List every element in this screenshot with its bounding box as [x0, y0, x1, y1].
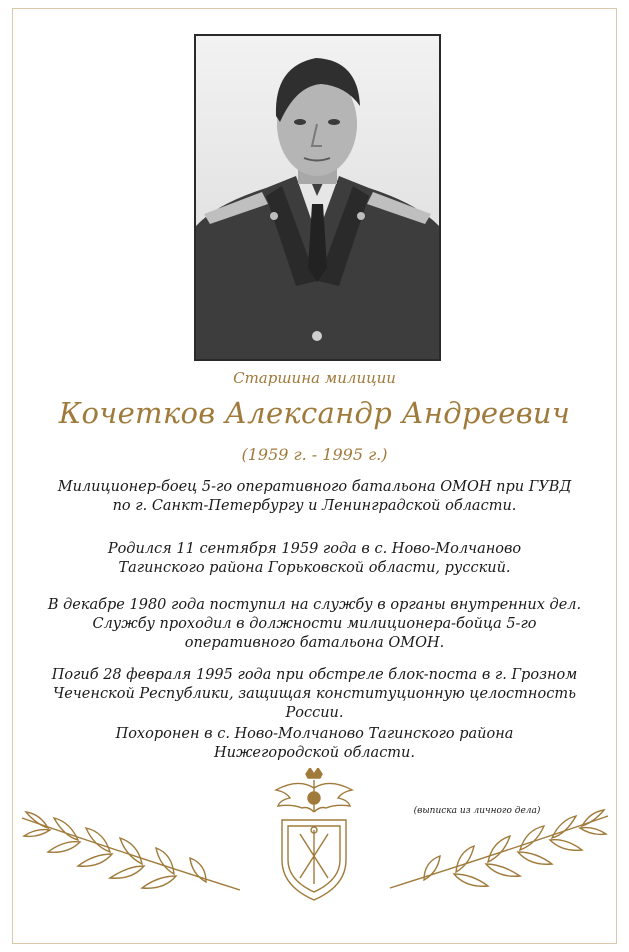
burial-paragraph	[40, 725, 589, 763]
career-paragraph	[40, 596, 589, 653]
full-name: Кочетков Александр Андреевич	[58, 396, 571, 430]
death-line: Чеченской Республики, защищая конституционную целостность России.	[53, 686, 576, 721]
rank-title: Старшина милиции	[233, 369, 396, 387]
burial-line: Похоронен в с. Ново-Молчаново Тагинского района	[115, 726, 514, 742]
career-line: оперативного батальона ОМОН.	[184, 635, 445, 651]
career-line: Службу проходил в должности милиционера-бойца 5-го	[92, 616, 537, 632]
portrait-image	[196, 36, 439, 359]
birth-line: Тагинского района Горьковской области, русский.	[118, 560, 511, 576]
birth-line: Родился 11 сентября 1959 года в с. Ново-Молчаново	[107, 541, 522, 557]
portrait-photo	[194, 34, 441, 361]
career-line: В декабре 1980 года поступил на службу в органы внутренних дел.	[47, 597, 582, 613]
life-years: (1959 г. - 1995 г.)	[241, 445, 388, 464]
service-line: по г. Санкт-Петербургу и Ленинградской области.	[112, 498, 517, 514]
death-paragraph	[40, 666, 589, 723]
laurel-branch-left-icon	[18, 808, 246, 898]
service-line: Милиционер-боец 5-го оперативного батальона ОМОН при ГУВД	[57, 479, 572, 495]
extract-note: (выписка из личного дела)	[413, 806, 541, 816]
birth-paragraph	[40, 540, 589, 578]
death-line: Погиб 28 февраля 1995 года при обстреле блок-поста в г. Грозном	[51, 667, 578, 683]
service-paragraph	[40, 478, 589, 516]
laurel-branch-right-icon	[384, 806, 612, 896]
burial-line: Нижегородской области.	[213, 745, 416, 761]
police-emblem-icon	[268, 768, 360, 908]
